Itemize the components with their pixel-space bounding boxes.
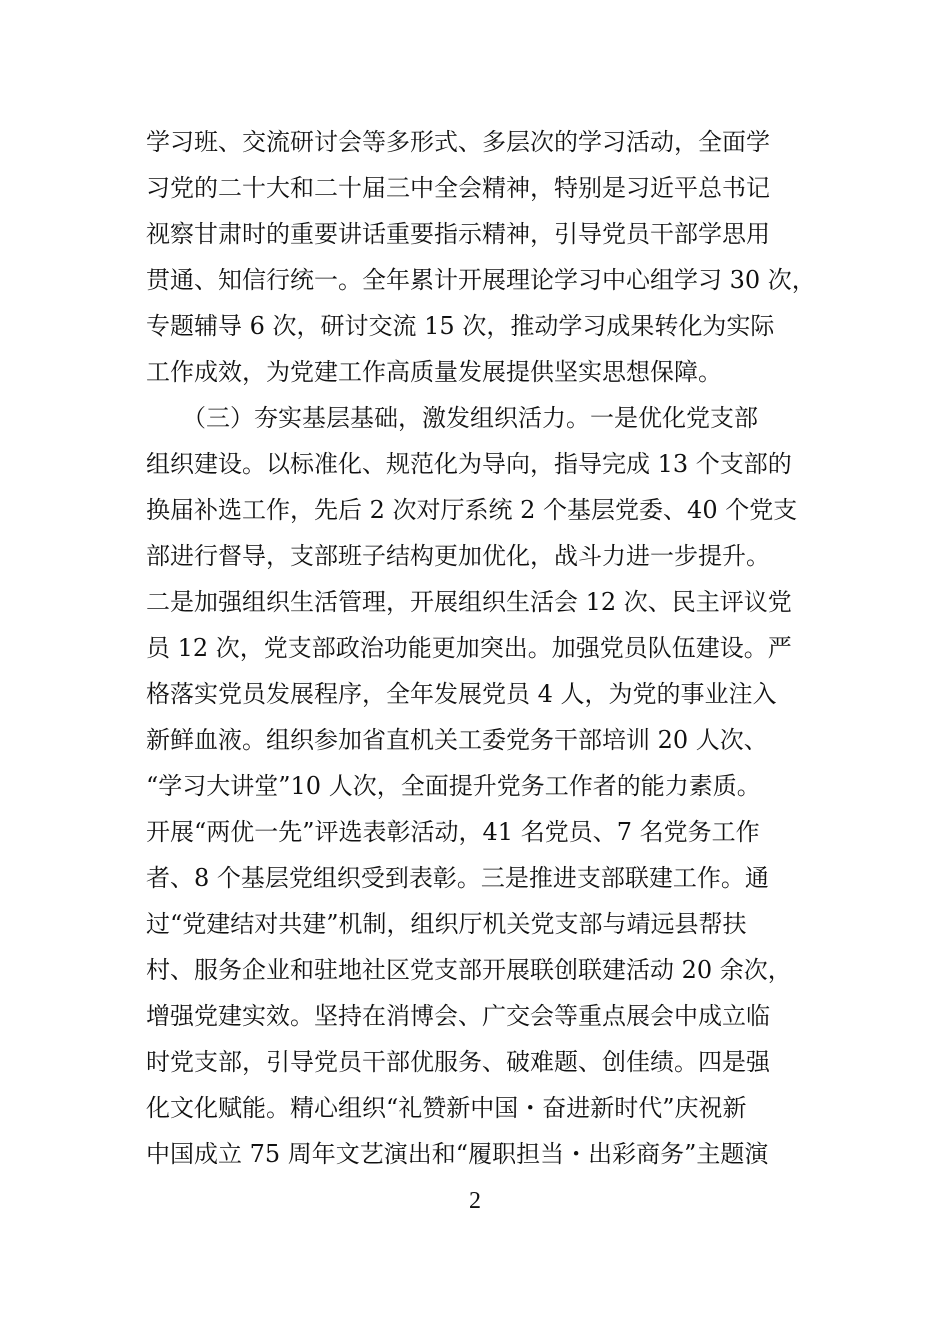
text-line: 员 12 次，党支部政治功能更加突出。加强党员队伍建设。严	[146, 634, 792, 662]
text-line: 换届补选工作，先后 2 次对厅系统 2 个基层党委、40 个党支	[146, 496, 798, 524]
text-line: 贯通、知信行统一。全年累计开展理论学习中心组学习 30 次，	[146, 266, 816, 294]
section-heading-line: （三）夯实基层基础，激发组织活力。一是优化党支部	[146, 404, 758, 432]
text-line: 工作成效，为党建工作高质量发展提供坚实思想保障。	[146, 358, 722, 386]
text-line: 专题辅导 6 次，研讨交流 15 次，推动学习成果转化为实际	[146, 312, 775, 340]
text-line: 习党的二十大和二十届三中全会精神，特别是习近平总书记	[146, 174, 770, 202]
text-line: 学习班、交流研讨会等多形式、多层次的学习活动，全面学	[146, 128, 770, 156]
text-line: 中国成立 75 周年文艺演出和“履职担当・出彩商务”主题演	[146, 1140, 769, 1168]
text-line: 增强党建实效。坚持在消博会、广交会等重点展会中成立临	[146, 1002, 770, 1030]
body-text	[146, 119, 826, 1177]
page-number: 2	[469, 1188, 481, 1214]
text-line: 时党支部，引导党员干部优服务、破难题、创佳绩。四是强	[146, 1048, 770, 1076]
text-line: 开展“两优一先”评选表彰活动，41 名党员、7 名党务工作	[146, 818, 760, 846]
text-line: 过“党建结对共建”机制，组织厅机关党支部与靖远县帮扶	[146, 910, 747, 938]
text-line: 格落实党员发展程序，全年发展党员 4 人，为党的事业注入	[146, 680, 777, 708]
text-line: 二是加强组织生活管理，开展组织生活会 12 次、民主评议党	[146, 588, 792, 616]
text-line: 视察甘肃时的重要讲话重要指示精神，引导党员干部学思用	[146, 220, 770, 248]
text-line: 村、服务企业和驻地社区党支部开展联创联建活动 20 余次，	[146, 956, 792, 984]
text-line: 化文化赋能。精心组织“礼赞新中国・奋进新时代”庆祝新	[146, 1094, 747, 1122]
text-line: 部进行督导，支部班子结构更加优化，战斗力进一步提升。	[146, 542, 770, 570]
text-line: 者、8 个基层党组织受到表彰。三是推进支部联建工作。通	[146, 864, 769, 892]
text-line: “学习大讲堂”10 人次，全面提升党务工作者的能力素质。	[146, 772, 761, 800]
text-line: 新鲜血液。组织参加省直机关工委党务干部培训 20 人次、	[146, 726, 768, 754]
text-line: 组织建设。以标准化、规范化为导向，指导完成 13 个支部的	[146, 450, 792, 478]
